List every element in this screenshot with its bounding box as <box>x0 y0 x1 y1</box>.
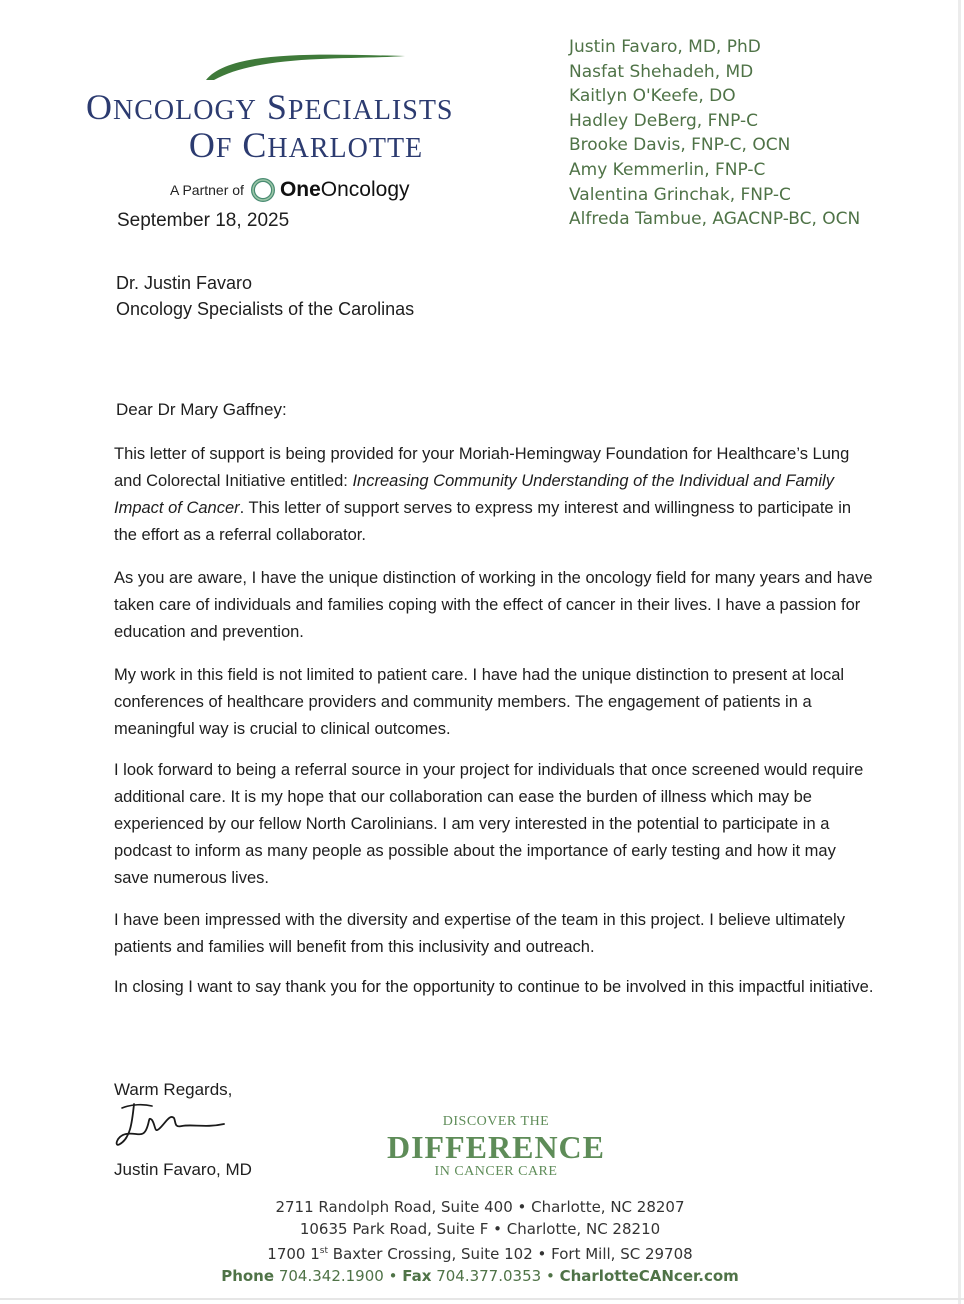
fax-number: 704.377.0353 <box>436 1267 542 1285</box>
scan-edge-right <box>958 0 961 1304</box>
footer <box>200 1196 760 1287</box>
partner-brand-bold: One <box>279 178 321 201</box>
provider-item: Nasfat Shehadeh, MD <box>569 61 754 82</box>
partner-badge <box>170 176 410 204</box>
body-paragraph-1: This letter of support is being provided for your Moriah-Hemingway Foundation for Healthcare’s Lung and Colorectal Initiative entitled: Increasing Community Understanding of the Individual and Family Impact of Cancer. This letter of support serves to express my interest and willingness to participate in the effort as a referral collaborator. <box>114 445 852 544</box>
fax-label: Fax <box>402 1267 432 1285</box>
tagline-logo <box>376 1114 616 1180</box>
body-paragraph-4: I look forward to being a referral source in your project for individuals that once screened would require additional care. It is my hope that our collaboration can ease the burden of illness which may be experienced by our fellow North Carolinians. I am very interested in the potential to participate in a podcast to inform as many people as possible about the importance of early testing and how it may save numerous lives. <box>114 761 864 887</box>
provider-item: Kaitlyn O'Keefe, DO <box>569 86 736 107</box>
signature-icon <box>112 1094 236 1158</box>
phone-label: Phone <box>221 1267 275 1285</box>
body-paragraph-6: In closing I want to say thank you for the opportunity to continue to be involved in this impactful initiative. <box>114 978 874 996</box>
org-name-line2: OF CHARLOTTE <box>188 125 424 165</box>
initiative-title: Increasing Community Understanding of the Individual and Family Impact of Cancer <box>114 472 834 517</box>
phone-number[interactable]: 704.342.1900 <box>278 1267 384 1285</box>
footer-address-3: 1700 1st Baxter Crossing, Suite 102 • Fort Mill, SC 29708 <box>267 1245 693 1263</box>
provider-item: Valentina Grinchak, FNP-C <box>569 184 791 205</box>
tagline-bottom: IN CANCER CARE <box>434 1164 558 1179</box>
provider-item: Amy Kemmerlin, FNP-C <box>569 159 766 180</box>
partner-prefix: A Partner of <box>170 182 244 198</box>
org-name-line1: ONCOLOGY SPECIALISTS <box>86 87 454 127</box>
provider-item: Brooke Davis, FNP-C, OCN <box>569 135 791 156</box>
oneoncology-ring-icon <box>250 177 276 203</box>
tagline-top: DISCOVER THE <box>442 1114 550 1129</box>
footer-address-1: 2711 Randolph Road, Suite 400 • Charlotte, NC 28207 <box>275 1198 685 1216</box>
body-paragraph-2: As you are aware, I have the unique distinction of working in the oncology field for many years and have taken care of individuals and families coping with the effect of cancer in their lives. I have a passion for education and prevention. <box>114 569 873 641</box>
footer-contact: Phone 704.342.1900 • Fax 704.377.0353 • CharlotteCANcer.com <box>221 1267 739 1285</box>
scan-edge-bottom <box>0 1298 964 1300</box>
letter-date: September 18, 2025 <box>117 210 290 231</box>
closing: Warm Regards, <box>114 1080 233 1099</box>
swoosh-logo-icon <box>200 50 410 84</box>
body-paragraph-5: I have been impressed with the diversity and expertise of the team in this project. I believe ultimately patients and families will benefit from this inclusivity and outreach. <box>114 911 845 956</box>
partner-brand-rest: Oncology <box>320 178 410 201</box>
provider-list <box>569 35 909 232</box>
body-paragraph-3: My work in this field is not limited to patient care. I have had the unique distinction to present at local conferences of healthcare providers and community members. The engagement of patients in a meaningful way is crucial to clinical outcomes. <box>114 666 845 738</box>
footer-address-2: 10635 Park Road, Suite F • Charlotte, NC 28210 <box>299 1220 661 1238</box>
tagline-main: DIFFERENCE <box>386 1129 605 1165</box>
provider-item: Hadley DeBerg, FNP-C <box>569 110 758 131</box>
salutation: Dear Dr Mary Gaffney: <box>116 400 287 419</box>
website-link[interactable]: CharlotteCANcer.com <box>559 1267 739 1285</box>
recipient-block <box>116 270 414 322</box>
recipient-name: Dr. Justin Favaro <box>116 273 253 293</box>
provider-item: Alfreda Tambue, AGACNP-BC, OCN <box>569 209 861 230</box>
provider-item: Justin Favaro, MD, PhD <box>569 37 761 57</box>
recipient-org: Oncology Specialists of the Carolinas <box>116 299 415 319</box>
signer-name: Justin Favaro, MD <box>114 1160 252 1179</box>
